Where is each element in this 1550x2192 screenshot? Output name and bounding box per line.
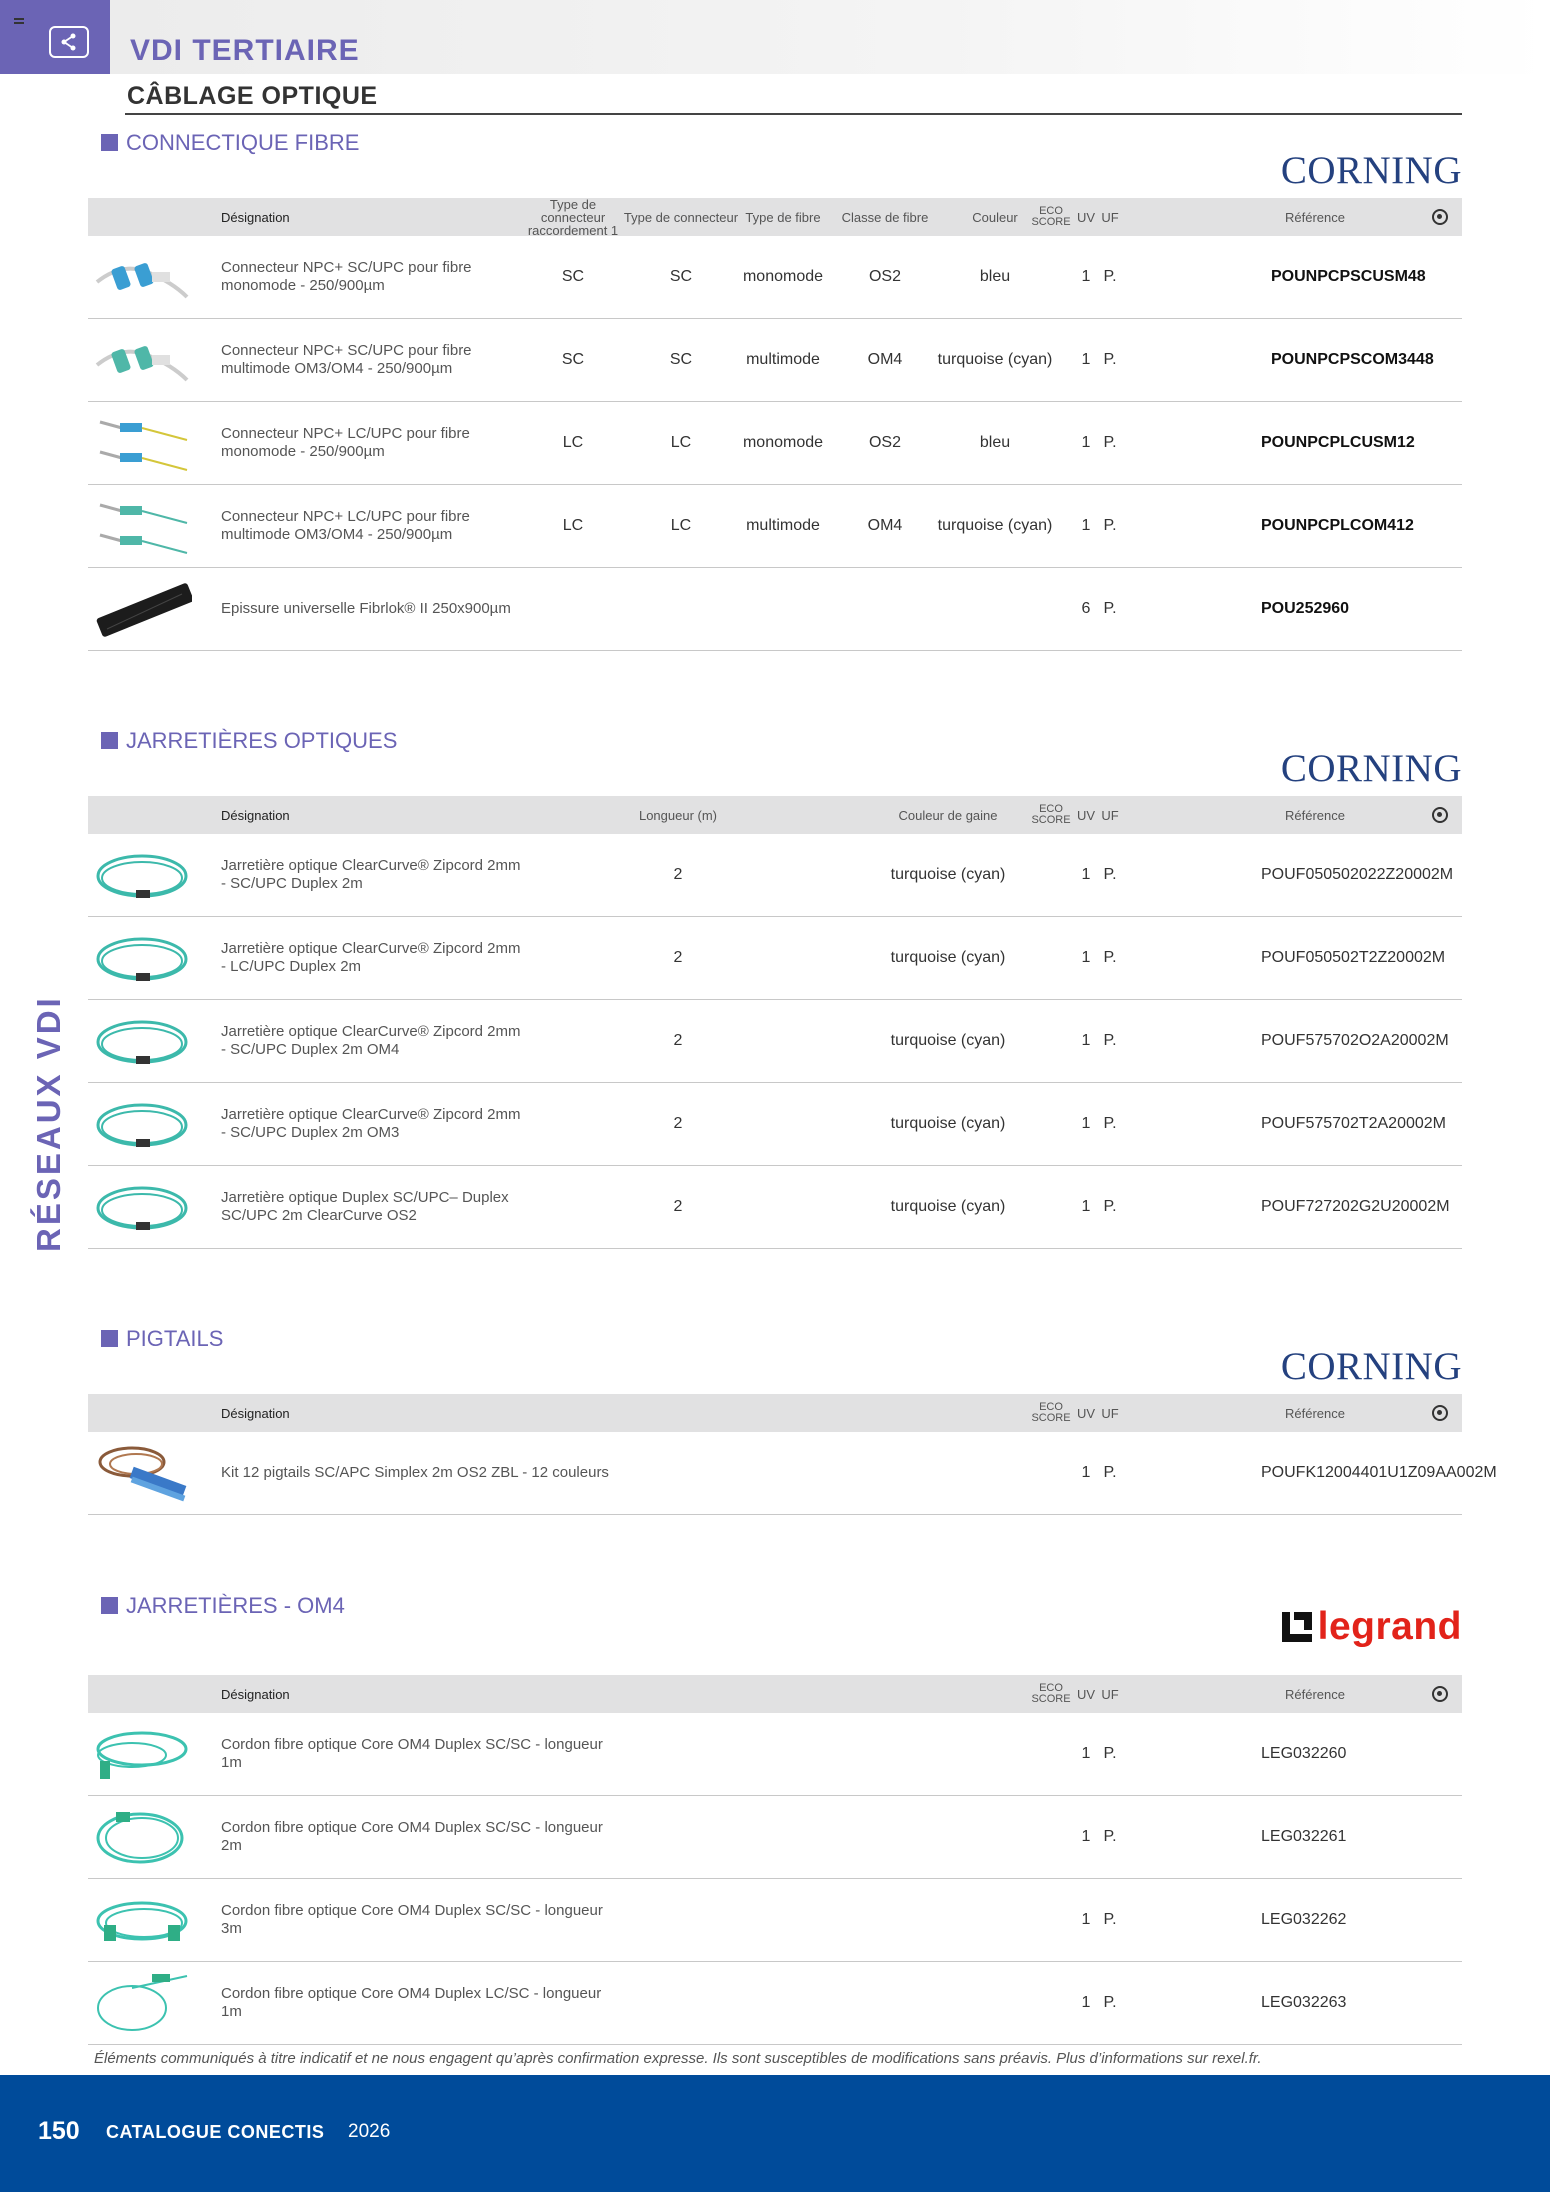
cell-fibre: multimode	[746, 351, 820, 368]
cell-uf: P.	[1103, 351, 1117, 368]
catalogue-year: 2026	[348, 2121, 391, 2142]
cell-uf: P.	[1103, 866, 1117, 883]
title-divider	[125, 113, 1462, 115]
header-gaine: Couleur de gaine	[898, 807, 998, 823]
om4-cord-thumbnail	[92, 1719, 192, 1789]
patch-cord-thumbnail	[92, 840, 192, 910]
cell-designation: Connecteur NPC+ LC/UPC pour fibre multimode OM3/OM4 - 250/900µm	[221, 508, 470, 543]
cell-uv: 1	[1081, 866, 1091, 883]
cell-couleur: bleu	[979, 434, 1011, 451]
cell-uv: 1	[1081, 1464, 1091, 1481]
header-couleur: Couleur	[972, 209, 1018, 225]
table-row[interactable]	[88, 485, 1462, 568]
connector-thumbnail	[92, 408, 192, 478]
legrand-mark-icon	[1282, 1612, 1312, 1642]
cell-reference[interactable]: POUF050502T2Z20002M	[1261, 949, 1446, 966]
connector-thumbnail	[92, 242, 192, 312]
cell-uf: P.	[1103, 434, 1117, 451]
header-classe: Classe de fibre	[841, 209, 929, 225]
cell-fibre: monomode	[742, 434, 824, 451]
cell-conn-raccord: LC	[562, 517, 584, 534]
cell-classe: OM4	[867, 517, 903, 534]
header-fibre: Type de fibre	[745, 209, 821, 225]
section-jarretieres-optiques	[88, 728, 1462, 1248]
patch-cord-thumbnail	[92, 1089, 192, 1159]
cell-uf: P.	[1103, 1115, 1117, 1132]
table-header	[88, 1675, 1462, 1713]
om4-cord-thumbnail	[92, 1968, 192, 2038]
cell-conn: LC	[670, 517, 692, 534]
cell-uf: P.	[1103, 1828, 1117, 1845]
cell-reference[interactable]: POUF575702O2A20002M	[1261, 1032, 1449, 1049]
cell-uv: 6	[1081, 600, 1091, 617]
connector-thumbnail	[92, 491, 192, 561]
cell-uf: P.	[1103, 1464, 1117, 1481]
section-title: PIGTAILS	[101, 1326, 223, 1352]
cell-conn: LC	[670, 434, 692, 451]
header-eco-score: ECO SCORE	[1031, 1401, 1071, 1424]
cell-reference[interactable]: POUNPCPSCUSM48	[1271, 268, 1426, 285]
cell-conn: SC	[669, 268, 693, 285]
table-row[interactable]	[88, 1879, 1462, 1962]
header-uf: UF	[1101, 209, 1119, 225]
cell-designation: Connecteur NPC+ SC/UPC pour fibre monomode - 250/900µm	[221, 259, 472, 294]
cell-designation: Cordon fibre optique Core OM4 Duplex LC/SC - longueur 1m	[221, 1985, 602, 2020]
table-row[interactable]	[88, 236, 1462, 319]
cell-gaine: turquoise (cyan)	[890, 1115, 1006, 1132]
cell-uv: 1	[1081, 1198, 1091, 1215]
cell-uf: P.	[1103, 1198, 1117, 1215]
cell-uv: 1	[1081, 517, 1091, 534]
section-jarretieres-om4	[88, 1593, 1462, 2043]
cell-designation: Connecteur NPC+ SC/UPC pour fibre multimode OM3/OM4 - 250/900µm	[221, 342, 472, 377]
cell-uv: 1	[1081, 1032, 1091, 1049]
cell-uv: 1	[1081, 268, 1091, 285]
cell-gaine: turquoise (cyan)	[890, 866, 1006, 883]
recycle-leaf-icon	[1430, 1675, 1450, 1713]
cell-uf: P.	[1103, 1745, 1117, 1762]
section-title: JARRETIÈRES OPTIQUES	[101, 728, 397, 754]
cell-uv: 1	[1081, 1911, 1091, 1928]
header-longueur: Longueur (m)	[638, 807, 718, 823]
cell-fibre: multimode	[746, 517, 820, 534]
header-eco-score: ECO SCORE	[1031, 205, 1071, 228]
cell-couleur: turquoise (cyan)	[937, 517, 1053, 534]
cell-designation: Jarretière optique ClearCurve® Zipcord 2mm - SC/UPC Duplex 2m OM3	[221, 1106, 521, 1141]
patch-cord-thumbnail	[92, 1006, 192, 1076]
category-title: VDI TERTIAIRE	[130, 34, 360, 67]
header-designation: Désignation	[221, 807, 290, 823]
table-header	[88, 1394, 1462, 1432]
pigtail-kit-thumbnail	[92, 1438, 192, 1508]
cell-couleur: turquoise (cyan)	[937, 351, 1053, 368]
om4-cord-thumbnail	[92, 1802, 192, 1872]
menu-icon	[14, 18, 24, 26]
table-row[interactable]	[88, 1796, 1462, 1879]
cell-reference[interactable]: LEG032263	[1261, 1994, 1347, 2011]
table-row[interactable]	[88, 1083, 1462, 1166]
cell-longueur: 2	[673, 1115, 683, 1132]
cell-designation: Epissure universelle Fibrlok® II 250x900µm	[221, 600, 511, 617]
cell-gaine: turquoise (cyan)	[890, 1032, 1006, 1049]
cell-fibre: monomode	[742, 268, 824, 285]
section-connectique-fibre	[88, 130, 1462, 650]
header-uv: UV	[1076, 209, 1096, 225]
cell-classe: OS2	[868, 268, 901, 285]
corning-logo: CORNING	[1280, 1345, 1462, 1388]
legrand-wordmark: legrand	[1317, 1605, 1462, 1648]
cell-longueur: 2	[673, 866, 683, 883]
recycle-leaf-icon	[1430, 1394, 1450, 1432]
cell-conn-raccord: SC	[561, 268, 585, 285]
cell-reference[interactable]: POUFK12004401U1Z09AA002M	[1261, 1464, 1497, 1481]
corning-logo: CORNING	[1280, 747, 1462, 790]
patch-cord-thumbnail	[92, 1172, 192, 1242]
section-pigtails	[88, 1326, 1497, 1516]
cell-reference[interactable]: POUF727202G2U20002M	[1261, 1198, 1450, 1215]
header-uv: UV	[1076, 1405, 1096, 1421]
cell-uv: 1	[1081, 1745, 1091, 1762]
cell-conn-raccord: LC	[562, 434, 584, 451]
cell-designation: Cordon fibre optique Core OM4 Duplex SC/SC - longueur 2m	[221, 1819, 603, 1854]
cell-classe: OS2	[868, 434, 901, 451]
cell-designation: Jarretière optique Duplex SC/UPC– Duplex SC/UPC 2m ClearCurve OS2	[221, 1189, 509, 1224]
cell-classe: OM4	[867, 351, 903, 368]
section-title: CONNECTIQUE FIBRE	[101, 130, 359, 156]
page-number: 150	[38, 2117, 80, 2145]
cell-designation: Connecteur NPC+ LC/UPC pour fibre monomode - 250/900µm	[221, 425, 470, 460]
section-title: JARRETIÈRES - OM4	[101, 1593, 345, 1619]
header-uv: UV	[1076, 1686, 1096, 1702]
cell-uf: P.	[1103, 268, 1117, 285]
header-conn: Type de connecteur	[623, 209, 739, 225]
cell-uf: P.	[1103, 1032, 1117, 1049]
cell-uf: P.	[1103, 1911, 1117, 1928]
cell-reference[interactable]: POUF050502022Z20002M	[1261, 866, 1454, 883]
cell-gaine: turquoise (cyan)	[890, 1198, 1006, 1215]
header-reference: Référence	[1285, 807, 1345, 823]
cell-longueur: 2	[673, 1198, 683, 1215]
page-footer	[0, 2075, 1550, 2192]
cell-designation: Kit 12 pigtails SC/APC Simplex 2m OS2 ZBL - 12 couleurs	[221, 1464, 609, 1481]
header-uf: UF	[1101, 1686, 1119, 1702]
header-designation: Désignation	[221, 1405, 290, 1421]
cell-reference[interactable]: POUNPCPLCUSM12	[1261, 434, 1415, 451]
header-uf: UF	[1101, 807, 1119, 823]
header-designation: Désignation	[221, 1686, 290, 1702]
cell-designation: Jarretière optique ClearCurve® Zipcord 2mm - LC/UPC Duplex 2m	[221, 940, 521, 975]
table-row[interactable]	[88, 319, 1462, 402]
network-share-icon	[49, 26, 89, 58]
patch-cord-thumbnail	[92, 923, 192, 993]
table-row[interactable]	[88, 1962, 1462, 2045]
cell-uv: 1	[1081, 351, 1091, 368]
table-row[interactable]	[88, 1000, 1462, 1083]
table-header	[88, 796, 1462, 834]
cell-longueur: 2	[673, 949, 683, 966]
page-title: CÂBLAGE OPTIQUE	[127, 82, 378, 110]
cell-designation: Cordon fibre optique Core OM4 Duplex SC/SC - longueur 1m	[221, 1736, 603, 1771]
cell-reference[interactable]: LEG032262	[1261, 1911, 1347, 1928]
cell-gaine: turquoise (cyan)	[890, 949, 1006, 966]
recycle-leaf-icon	[1430, 198, 1450, 236]
cell-uv: 1	[1081, 434, 1091, 451]
header-eco-score: ECO SCORE	[1031, 803, 1071, 826]
legrand-logo	[1282, 1605, 1462, 1649]
table-row[interactable]	[88, 834, 1462, 917]
cell-uf: P.	[1103, 1994, 1117, 2011]
disclaimer: Éléments communiqués à titre indicatif et ne nous engagent qu’après confirmation expresse. Ils sont susceptibles de modifications sans préavis. Plus d’informations sur rexel.fr.	[94, 2050, 1262, 2067]
table-row[interactable]	[88, 568, 1462, 651]
table-header	[88, 198, 1462, 236]
splice-thumbnail	[92, 574, 192, 644]
cell-reference[interactable]: LEG032260	[1261, 1745, 1347, 1762]
cell-designation: Jarretière optique ClearCurve® Zipcord 2mm - SC/UPC Duplex 2m	[221, 857, 521, 892]
connector-thumbnail	[92, 325, 192, 395]
header-uf: UF	[1101, 1405, 1119, 1421]
cell-designation: Jarretière optique ClearCurve® Zipcord 2mm - SC/UPC Duplex 2m OM4	[221, 1023, 521, 1058]
cell-designation: Cordon fibre optique Core OM4 Duplex SC/SC - longueur 3m	[221, 1902, 603, 1937]
table-row[interactable]	[88, 402, 1462, 485]
corning-logo: CORNING	[1280, 149, 1462, 192]
cell-reference[interactable]: POUF575702T2A20002M	[1261, 1115, 1446, 1132]
recycle-leaf-icon	[1430, 796, 1450, 834]
header-eco-score: ECO SCORE	[1031, 1682, 1071, 1705]
cell-uv: 1	[1081, 949, 1091, 966]
cell-conn-raccord: SC	[561, 351, 585, 368]
header-uv: UV	[1076, 807, 1096, 823]
om4-cord-thumbnail	[92, 1885, 192, 1955]
cell-uv: 1	[1081, 1115, 1091, 1132]
cell-uf: P.	[1103, 517, 1117, 534]
side-label: RÉSEAUX VDI	[30, 995, 67, 1252]
header-reference: Référence	[1285, 209, 1345, 225]
header-reference: Référence	[1285, 1405, 1345, 1421]
cell-reference[interactable]: LEG032261	[1261, 1828, 1347, 1845]
table-row[interactable]	[88, 1713, 1462, 1796]
catalogue-name: CATALOGUE CONECTIS	[106, 2122, 325, 2142]
cell-reference[interactable]: POUNPCPSCOM3448	[1271, 351, 1434, 368]
cell-reference[interactable]: POUNPCPLCOM412	[1261, 517, 1414, 534]
header-designation: Désignation	[221, 209, 290, 225]
cell-uv: 1	[1081, 1828, 1091, 1845]
table-row[interactable]	[88, 1166, 1462, 1249]
table-row[interactable]	[88, 917, 1462, 1000]
table-row[interactable]	[88, 1432, 1497, 1515]
cell-uf: P.	[1103, 949, 1117, 966]
category-badge	[0, 0, 110, 74]
cell-reference[interactable]: POU252960	[1261, 600, 1350, 617]
header-conn-raccord: Type de connecteur raccordement 1	[527, 196, 619, 238]
cell-uf: P.	[1103, 600, 1117, 617]
cell-conn: SC	[669, 351, 693, 368]
cell-uv: 1	[1081, 1994, 1091, 2011]
header-reference: Référence	[1285, 1686, 1345, 1702]
cell-longueur: 2	[673, 1032, 683, 1049]
cell-couleur: bleu	[979, 268, 1011, 285]
